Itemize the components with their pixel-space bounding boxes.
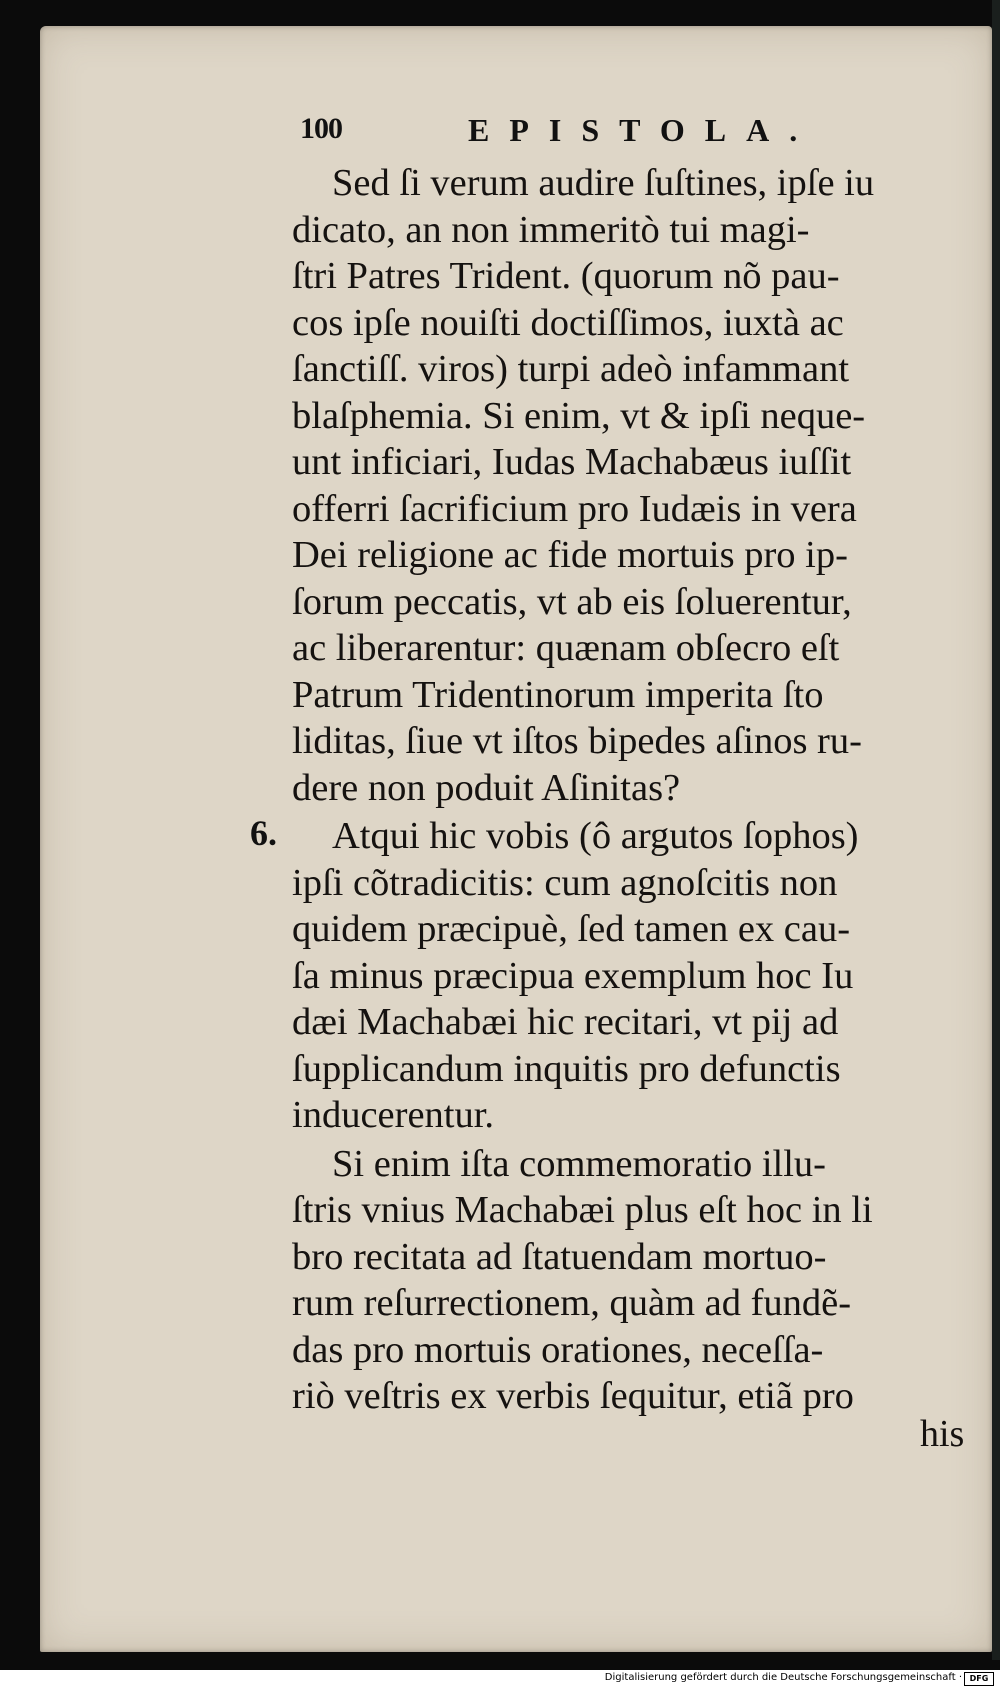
text-line: riò veſtris ex verbis ſequitur, etiã pro (292, 1375, 854, 1417)
book-spine-edge (992, 0, 1000, 1660)
text-line: ac liberarentur: quænam obſecro eſt (292, 627, 840, 669)
text-line: das pro mortuis orationes, neceſſa- (292, 1328, 824, 1371)
text-line: Patrum Tridentinorum imperita ſto (292, 673, 824, 716)
text-line: ſorum peccatis, vt ab eis ſoluerentur, (292, 580, 852, 623)
text-line: dicato, an non immeritò tui magi- (292, 208, 810, 251)
text-line: cos ipſe nouiſti doctiſſimos, iuxtà ac (292, 301, 844, 344)
text-line: dæi Machabæi hic recitari, vt pij ad (292, 1001, 839, 1043)
body-text (292, 160, 972, 1420)
text-line: ſtris vnius Machabæi plus eſt hoc in li (292, 1189, 873, 1231)
text-line: liditas, ſiue vt iſtos bipedes aſinos ru- (292, 720, 862, 762)
catchword: his (920, 1413, 965, 1455)
text-line: ſtri Patres Trident. (quorum nõ pau- (292, 255, 840, 297)
text-line: Atqui hic vobis (ô argutos ſophos) (332, 815, 859, 857)
text-line: inducerentur. (292, 1094, 495, 1136)
running-head: EPISTOLA. (468, 112, 818, 148)
text-line: Sed ſi verum audire ſuſtines, ipſe iu (332, 162, 875, 204)
page-number: 100 (300, 112, 342, 145)
marginal-section-number: 6. (250, 813, 277, 853)
text-line: unt inficiari, Iudas Machabæus iuſſit (292, 441, 852, 483)
text-line: bro recitata ad ſtatuendam mortuo- (292, 1235, 827, 1278)
page-header (300, 112, 820, 152)
text-line: ſupplicandum inquitis pro defunctis (292, 1047, 841, 1090)
text-line: offerri ſacrificium pro Iudæis in vera (292, 487, 857, 530)
text-line: Dei religione ac fide mortuis pro ip- (292, 534, 848, 576)
text-line: quidem præcipuè, ſed tamen ex cau- (292, 908, 851, 950)
text-line: Si enim iſta commemoratio illu- (332, 1142, 826, 1185)
digitization-credit: Digitalisierung gefördert durch die Deutsche Forschungsgemeinschaft · (604, 1672, 962, 1683)
text-line: rum reſurrectionem, quàm ad fundẽ- (292, 1282, 852, 1324)
text-line: blaſphemia. Si enim, vt & ipſi neque- (292, 394, 866, 437)
dfg-logo: DFG (964, 1672, 994, 1686)
text-line: ſa minus præcipua exemplum hoc Iu (292, 954, 854, 997)
text-line: dere non poduit Aſinitas? (292, 766, 681, 809)
text-line: ſanctiſſ. viros) turpi adeò infammant (292, 348, 850, 390)
text-line: ipſi cõtradicitis: cum agnoſcitis non (292, 861, 838, 904)
